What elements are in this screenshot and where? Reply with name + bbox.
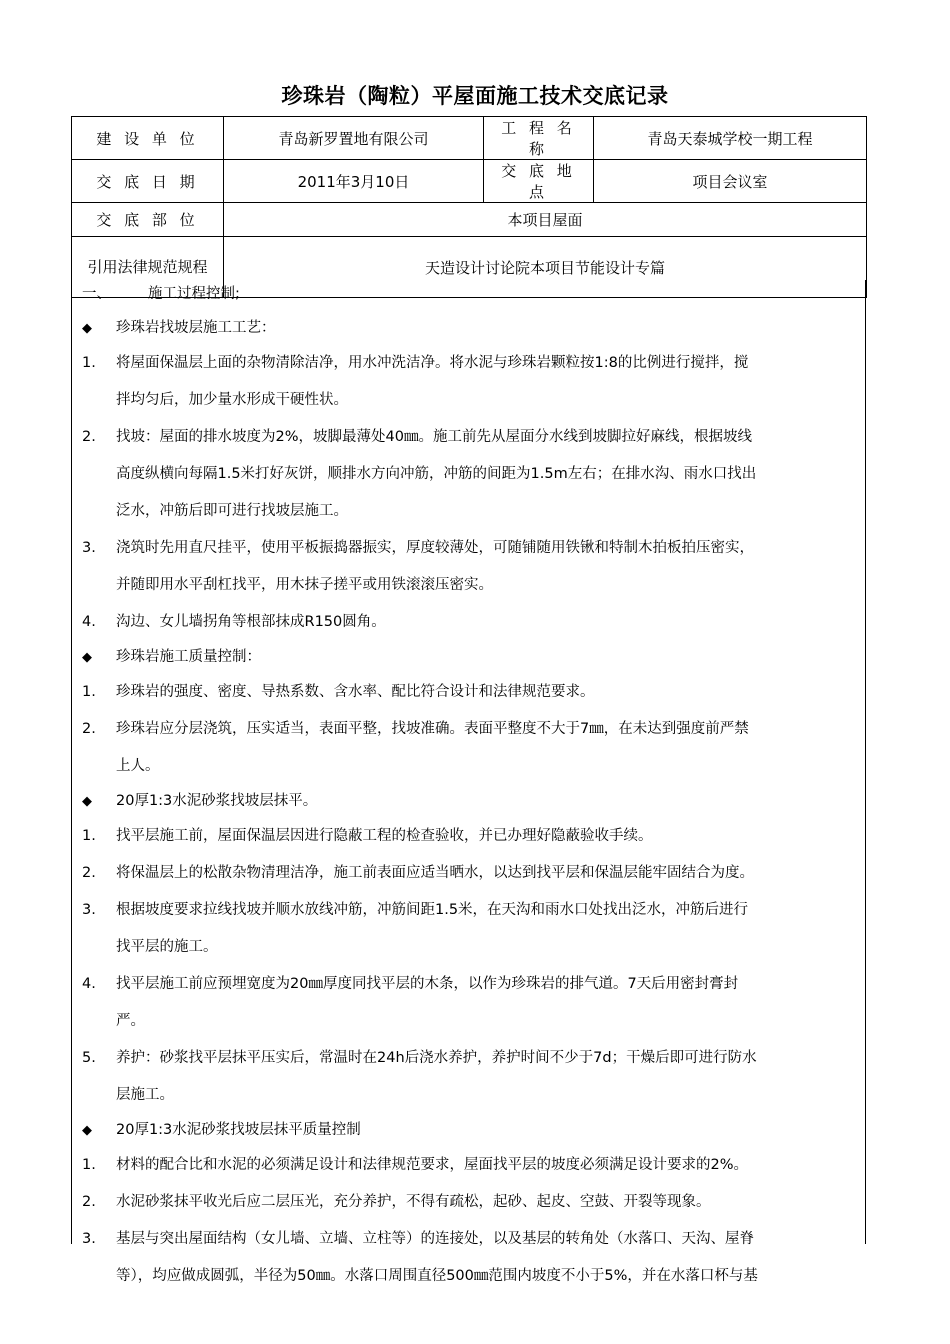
item-number: 1. [82,684,96,700]
line-text: 找平层的施工。 [116,939,218,955]
line-text: 高度纵横向每隔1.5米打好灰饼，顺排水方向冲筋，冲筋的间距为1.5m左右；在排水沟、雨水口找出 [116,466,757,482]
content-line [72,1258,865,1295]
line-text: 珍珠岩的强度、密度、导热系数、含水率、配比符合设计和法律规范要求。 [116,684,595,700]
subsection-heading [72,312,865,345]
content-line [72,604,865,641]
content-line [72,1003,865,1040]
line-text: 水泥砂浆抹平收光后应二层压光，充分养护，不得有疏松，起砂、起皮、空鼓、开裂等现象。 [116,1194,711,1210]
item-number: 3. [82,540,96,556]
line-text: 基层与突出屋面结构（女儿墙、立墙、立柱等）的连接处，以及基层的转角处（水落口、天沟、屋脊 [116,1231,754,1247]
item-number [72,493,116,530]
line-text: 泛水，冲筋后即可进行找坡层施工。 [116,503,348,519]
line-text: 珍珠岩应分层浇筑，压实适当，表面平整，找坡准确。表面平整度不大于7㎜，在未达到强度前严禁 [116,721,749,737]
item-number: 2. [82,865,96,881]
subsection-heading [72,1114,865,1147]
item-number [72,567,116,604]
line-text: 沟边、女儿墙拐角等根部抹成R150圆角。 [116,614,386,630]
place-label: 交 底 地 点 [484,160,594,203]
section-heading [72,280,865,312]
line-text: 找坡：屋面的排水坡度为2%，坡脚最薄处40㎜。施工前先从屋面分水线到坡脚拉好麻线，根据坡线 [116,429,752,445]
content-line [72,456,865,493]
diamond-bullet-icon: ◆ [82,321,92,336]
content-line [72,1184,865,1221]
content-line [72,929,865,966]
company-value: 青岛新罗置地有限公司 [224,117,484,160]
line-text: 找平层施工前，屋面保温层因进行隐蔽工程的检查验收，并已办理好隐蔽验收手续。 [116,828,653,844]
content-line [72,567,865,604]
content-line [72,674,865,711]
header-table [71,116,867,298]
content-line [72,748,865,785]
date-label: 交 底 日 期 [72,160,224,203]
line-text: 根据坡度要求拉线找坡并顺水放线冲筋，冲筋间距1.5米，在天沟和雨水口处找出泛水，冲筋后进行 [116,902,749,918]
content-line [72,345,865,382]
item-number: 4. [82,976,96,992]
content-line [72,711,865,748]
content-line [72,818,865,855]
item-number: 1. [82,355,96,371]
content-area [71,280,866,1284]
project-label: 工 程 名 称 [484,117,594,160]
reference-value: 天造设计讨论院本项目节能设计专篇 [224,237,867,298]
content-line [72,1221,865,1258]
content-line [72,892,865,929]
content-line [72,530,865,567]
reference-label: 引用法律规范规程 [72,237,224,298]
item-number: 1. [82,1157,96,1173]
content-line [72,966,865,1003]
subsection-heading [72,785,865,818]
item-number [72,456,116,493]
content-line [72,382,865,419]
line-text: 等），均应做成圆弧，半径为50㎜。水落口周围直径500㎜范围内坡度不小于5%，并在水落口杯与基 [116,1268,758,1284]
item-number [72,1003,116,1040]
item-number: 3. [82,902,96,918]
item-number: 4. [82,614,96,630]
line-text: 找平层施工前应预埋宽度为20㎜厚度同找平层的木条，以作为珍珠岩的排气道。7天后用密封膏封 [116,976,739,992]
line-text: 养护：砂浆找平层抹平压实后，常温时在24h后浇水养护，养护时间不少于7d；干燥后即可进行防水 [116,1050,757,1066]
line-text: 将屋面保温层上面的杂物清除洁净，用水冲洗洁净。将水泥与珍珠岩颗粒按1:8的比例进行搅拌，搅 [116,355,749,371]
item-number: 5. [82,1050,96,1066]
document-title: 珍珠岩（陶粒）平屋面施工技术交底记录 [281,84,669,108]
content-line [72,1077,865,1114]
diamond-bullet-icon: ◆ [82,794,92,809]
part-label: 交 底 部 位 [72,203,224,237]
line-text: 将保温层上的松散杂物清理洁净，施工前表面应适当晒水，以达到找平层和保温层能牢固结合为度。 [116,865,754,881]
item-number: 2. [82,721,96,737]
item-number [72,1258,116,1295]
line-text: 拌均匀后，加少量水形成干硬性状。 [116,392,348,408]
section-number: 一、 [82,286,111,302]
section-title: 施工过程控制; [148,286,240,302]
item-number: 2. [82,429,96,445]
line-text: 浇筑时先用直尺挂平，使用平板振捣器振实，厚度较薄处，可随铺随用铁锹和特制木拍板拍压密实， [116,540,754,556]
line-text: 珍珠岩找坡层施工工艺： [116,320,276,336]
content-line [72,855,865,892]
content-line [72,493,865,530]
diamond-bullet-icon: ◆ [82,1123,92,1138]
item-number: 2. [82,1194,96,1210]
content-lines [72,312,865,1295]
item-number [72,929,116,966]
item-number: 1. [82,828,96,844]
project-value: 青岛天泰城学校一期工程 [594,117,867,160]
line-text: 20厚1:3水泥砂浆找坡层抹平质量控制 [116,1122,361,1138]
line-text: 严。 [116,1013,145,1029]
line-text: 20厚1:3水泥砂浆找坡层抹平。 [116,793,318,809]
line-text: 并随即用水平刮杠找平，用木抹子搓平或用铁滚滚压密实。 [116,577,493,593]
date-value: 2011年3月10日 [224,160,484,203]
content-line [72,419,865,456]
line-text: 珍珠岩施工质量控制： [116,649,261,665]
content-line [72,1040,865,1077]
item-number [72,1077,116,1114]
line-text: 上人。 [116,758,160,774]
subsection-heading [72,641,865,674]
line-text: 材料的配合比和水泥的必须满足设计和法律规范要求，屋面找平层的坡度必须满足设计要求的2%。 [116,1157,748,1173]
item-number: 3. [82,1231,96,1247]
company-label: 建 设 单 位 [72,117,224,160]
item-number [72,382,116,419]
content-line [72,1147,865,1184]
diamond-bullet-icon: ◆ [82,650,92,665]
part-value: 本项目屋面 [224,203,867,237]
place-value: 项目会议室 [594,160,867,203]
line-text: 层施工。 [116,1087,174,1103]
item-number [72,748,116,785]
